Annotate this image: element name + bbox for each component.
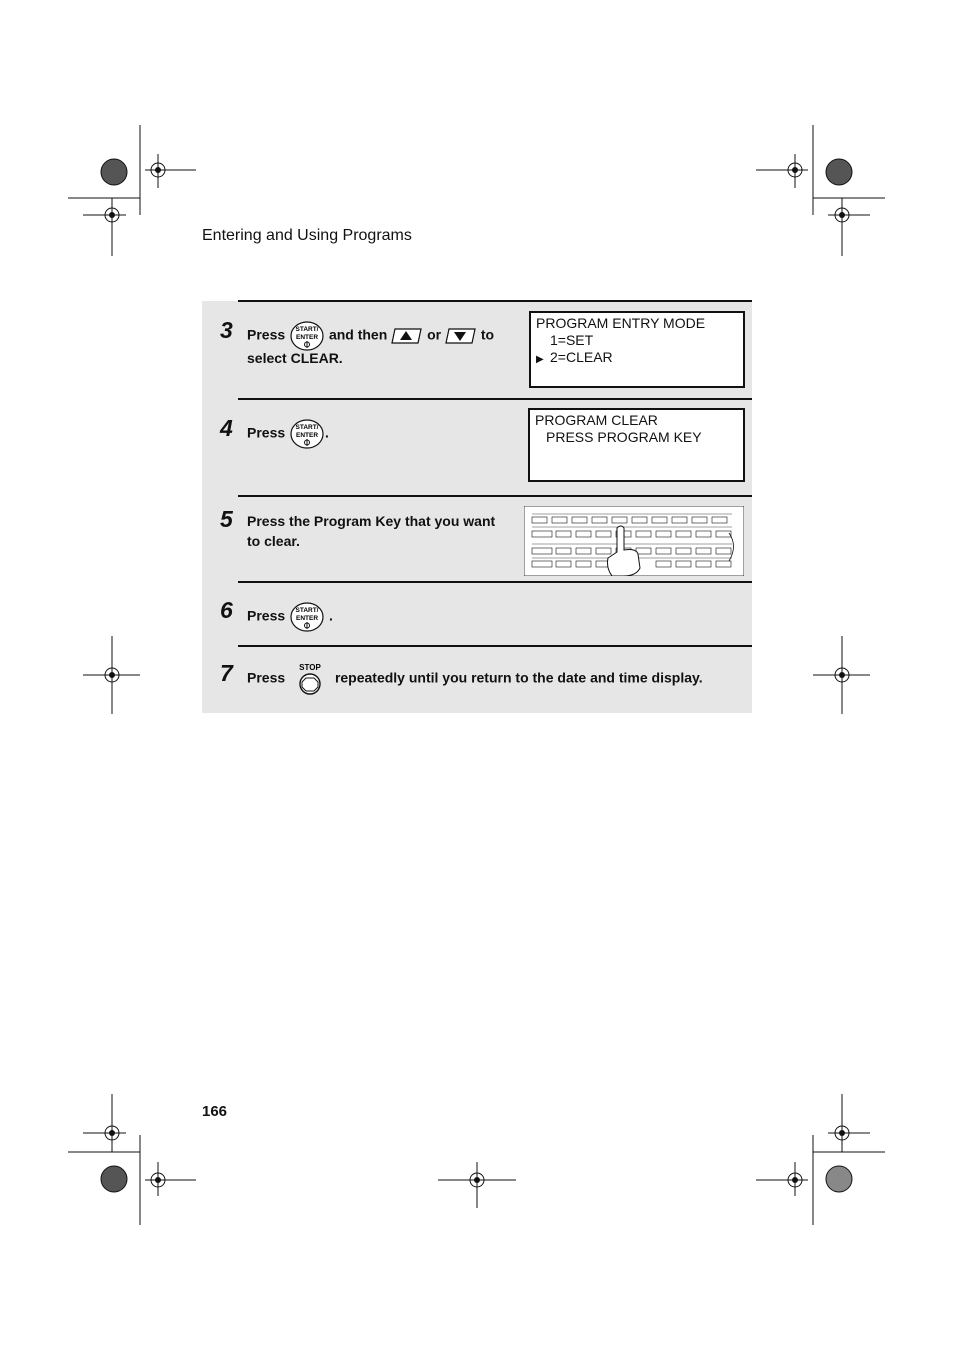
press-text: Press xyxy=(247,326,286,343)
press-text: Press xyxy=(247,607,286,624)
header-title: Entering and Using Programs xyxy=(202,227,412,244)
step-6-instruction xyxy=(247,601,333,633)
display-line: 1=SET xyxy=(550,332,594,348)
period-text: . xyxy=(325,424,329,441)
step-4-instruction xyxy=(247,418,329,450)
step-5-instruction-line2: to clear. xyxy=(247,533,300,549)
divider xyxy=(238,645,752,647)
program-keyboard-illustration xyxy=(524,506,744,576)
and-then-text: and then xyxy=(328,326,388,343)
press-text: Press xyxy=(247,669,286,686)
start-enter-key-icon xyxy=(289,601,325,633)
press-text: Press xyxy=(247,424,286,441)
step-number: 4 xyxy=(220,415,233,441)
display-line: PROGRAM ENTRY MODE xyxy=(536,315,706,331)
up-arrow-key-icon xyxy=(391,326,423,346)
display-line: PRESS PROGRAM KEY xyxy=(546,429,702,445)
selection-arrow-icon: ▶ xyxy=(536,354,544,365)
display-line: PROGRAM CLEAR xyxy=(535,412,658,428)
step-7-text: repeatedly until you return to the date and time display. xyxy=(334,669,703,686)
key-label: ENTER xyxy=(296,334,319,341)
key-label: START/ xyxy=(295,607,319,614)
to-text: to xyxy=(480,326,495,343)
step-number: 3 xyxy=(220,317,233,343)
step-number: 6 xyxy=(220,597,233,623)
display-entry-mode xyxy=(529,311,745,388)
divider xyxy=(238,300,752,302)
start-enter-key-icon xyxy=(289,418,325,450)
display-line-selected xyxy=(536,349,738,368)
key-label: STOP xyxy=(299,663,321,672)
divider xyxy=(238,398,752,400)
step-number: 7 xyxy=(220,660,233,686)
key-label: START/ xyxy=(295,424,319,431)
step-number: 5 xyxy=(220,506,233,532)
display-line-text: 2=CLEAR xyxy=(550,349,613,365)
step-5-instruction: Press the Program Key that you want xyxy=(247,513,496,529)
display-program-clear xyxy=(528,408,745,482)
divider xyxy=(238,495,752,497)
divider xyxy=(238,581,752,583)
step-7-instruction xyxy=(247,662,703,696)
period-text: . xyxy=(328,607,333,624)
or-text: or xyxy=(427,326,442,343)
key-label: ENTER xyxy=(296,432,319,439)
key-label: ENTER xyxy=(296,615,319,622)
key-label: START/ xyxy=(295,326,319,333)
page-number: 166 xyxy=(202,1103,228,1120)
step-3-instruction-line2: select CLEAR. xyxy=(247,350,343,366)
down-arrow-key-icon xyxy=(445,326,477,346)
stop-key-icon xyxy=(293,662,327,696)
